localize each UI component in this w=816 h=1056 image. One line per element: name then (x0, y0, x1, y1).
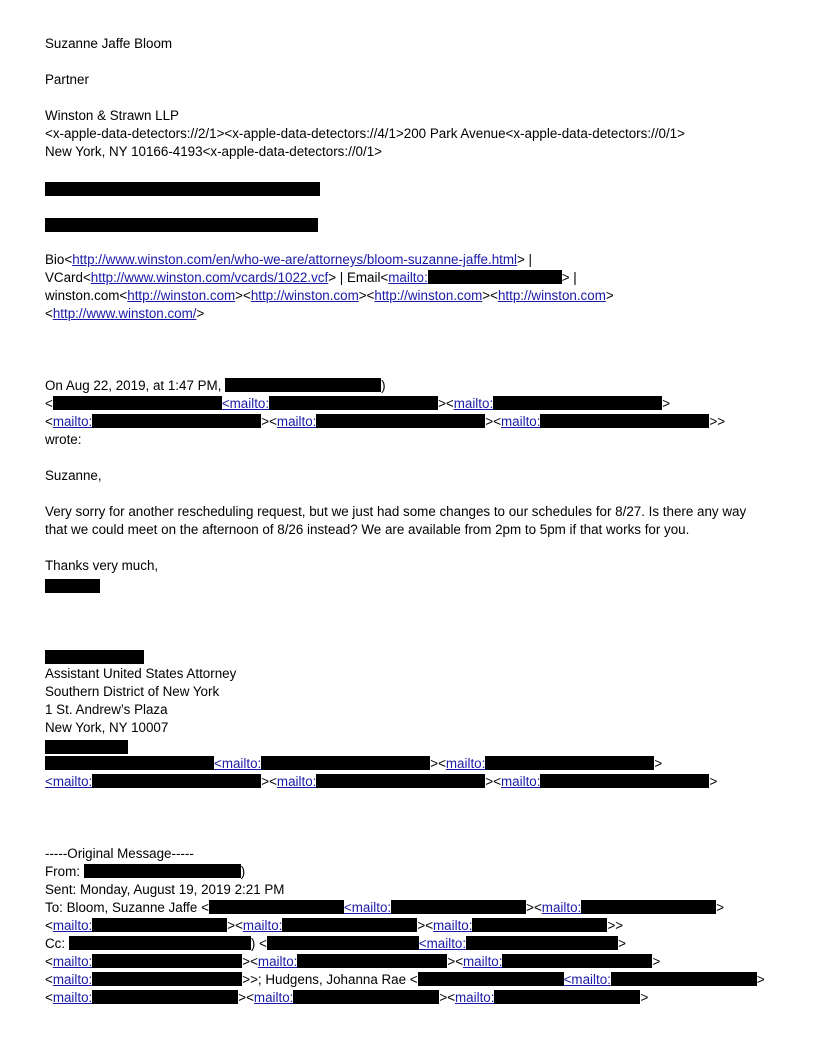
www-link[interactable]: http://www.winston.com/ (52, 306, 197, 321)
separator: ) < (250, 936, 267, 951)
site-link[interactable]: http://winston.com (374, 288, 483, 303)
redaction-bar (92, 774, 261, 788)
closing: Thanks very much, (45, 558, 159, 573)
redaction-bar (267, 936, 419, 950)
firm-address: <x-apple-data-detectors://2/1><x-apple-data-detectors://4/1>200 Park Avenue<x-apple-data-detectors://0/1> (45, 126, 685, 141)
firm-name: Winston & Strawn LLP (45, 108, 179, 123)
separator: > (196, 306, 205, 321)
email-after: > | (561, 270, 577, 285)
separator: >< (417, 918, 434, 933)
redaction-bar (391, 900, 526, 914)
mailto-link[interactable]: mailto: (463, 954, 503, 969)
sender-title: Partner (45, 72, 89, 87)
redaction-bar (225, 378, 381, 392)
separator: ) (240, 864, 246, 879)
mailto-link[interactable]: mailto: (52, 990, 93, 1005)
redaction-bar (493, 396, 662, 410)
separator: >< (438, 396, 454, 411)
redaction-bar (472, 918, 607, 932)
redaction-bar (92, 918, 227, 932)
separator: < (45, 774, 53, 789)
website-line (45, 287, 614, 305)
separator: >< (238, 990, 254, 1005)
site-link[interactable]: http://winston.com (250, 288, 359, 303)
separator: > (662, 396, 671, 411)
separator: < (45, 396, 53, 411)
site-link[interactable]: http://winston.com (497, 288, 606, 303)
redaction-bar (45, 756, 214, 770)
greeting: Suzanne, (45, 468, 102, 483)
reply-address-line (45, 395, 670, 413)
site-label: winston.com< (45, 288, 128, 303)
separator: >< (526, 900, 542, 915)
bio-after: > | (517, 252, 533, 267)
redaction-bar (69, 936, 251, 950)
redaction-bar (297, 954, 447, 968)
redaction-bar (261, 756, 430, 770)
mailto-link[interactable]: mailto: (501, 414, 541, 429)
redaction-bar (428, 270, 562, 284)
sender-contact-line (45, 773, 717, 791)
redaction-bar (293, 990, 439, 1004)
redaction-bar (494, 990, 640, 1004)
separator: >< (261, 774, 277, 789)
vcard-email-line (45, 269, 577, 287)
redaction-bar (92, 954, 242, 968)
mailto-link[interactable]: mailto: (501, 774, 541, 789)
sender-city: New York, NY 10007 (45, 720, 169, 735)
redaction-bar (316, 414, 485, 428)
redaction-bar (316, 774, 485, 788)
hudgens-recipient: >>; Hudgens, Johanna Rae < (242, 972, 418, 987)
separator: >> (607, 918, 624, 933)
separator: >< (358, 288, 375, 303)
mailto-link[interactable]: mailto: (52, 918, 93, 933)
redaction-bar (611, 972, 757, 986)
sender-street: 1 St. Andrew’s Plaza (45, 702, 168, 717)
cc-line (45, 935, 626, 953)
separator: > (652, 954, 661, 969)
bio-label: Bio< (45, 252, 73, 267)
redaction-bar (84, 864, 241, 878)
bio-vcard-line (45, 251, 532, 269)
separator: >< (485, 774, 502, 789)
redaction-bar (269, 396, 438, 410)
firm-city: New York, NY 10166-4193<x-apple-data-detectors://0/1> (45, 144, 382, 159)
mailto-link[interactable]: mailto: (455, 990, 495, 1005)
separator: >< (235, 288, 251, 303)
separator: >< (447, 954, 464, 969)
redaction-bar (45, 740, 128, 754)
redaction-bar (92, 990, 238, 1004)
wrote-label: wrote: (45, 432, 82, 447)
sender-name: Suzanne Jaffe Bloom (45, 36, 173, 51)
redaction-bar (92, 414, 261, 428)
separator: >< (227, 918, 243, 933)
from-label: From: (45, 864, 80, 879)
bio-link[interactable]: http://www.winston.com/en/who-we-are/attorneys/bloom-suzanne-jaffe.html (72, 252, 518, 267)
separator: < (45, 972, 53, 987)
redaction-bar (418, 972, 564, 986)
separator: >< (482, 288, 498, 303)
mailto-link[interactable]: <mailto: (214, 756, 262, 771)
separator: < (45, 954, 53, 969)
separator: >< (430, 756, 446, 771)
to-label: To: Bloom, Suzanne Jaffe < (45, 900, 209, 915)
cc-line-cont (45, 989, 648, 1007)
mailto-link[interactable]: <mailto: (418, 936, 467, 951)
sender-office: Southern District of New York (45, 684, 220, 699)
separator: < (45, 414, 53, 429)
mailto-link[interactable]: mailto: (433, 918, 473, 933)
mailto-link[interactable]: <mailto: (563, 972, 611, 987)
body-line: that we could meet on the afternoon of 8/26 instead? We are available from 2pm to 5pm if that works for you. (45, 522, 690, 537)
mailto-link[interactable]: mailto: (52, 954, 93, 969)
mailto-link[interactable]: mailto: (52, 972, 93, 987)
separator: >< (439, 990, 456, 1005)
separator: < (45, 306, 53, 321)
sent-line: Sent: Monday, August 19, 2019 2:21 PM (45, 882, 285, 897)
separator: > (605, 288, 614, 303)
redaction-bar (540, 774, 709, 788)
mailto-link[interactable]: mailto: (257, 954, 298, 969)
separator: < (45, 990, 53, 1005)
mailto-link[interactable]: <mailto: (343, 900, 392, 915)
separator: > (756, 972, 765, 987)
redaction-bar (45, 182, 320, 196)
redaction-bar (53, 396, 222, 410)
reply-address-line (45, 413, 725, 431)
cc-line-cont (45, 971, 765, 989)
separator: > (618, 936, 626, 951)
redaction-bar (540, 414, 709, 428)
mailto-link[interactable]: mailto: (52, 414, 93, 429)
separator: >> (709, 414, 726, 429)
redaction-bar (466, 936, 618, 950)
reply-header (45, 377, 386, 395)
mailto-link[interactable]: <mailto: (221, 396, 270, 411)
redaction-bar (581, 900, 716, 914)
email-mailto-link[interactable]: mailto: (388, 270, 428, 285)
separator: > (709, 774, 718, 789)
separator: >< (242, 954, 258, 969)
mailto-link[interactable]: mailto: (253, 990, 294, 1005)
separator: >< (261, 414, 277, 429)
original-message-header: -----Original Message----- (45, 846, 194, 861)
vcard-link[interactable]: http://www.winston.com/vcards/1022.vcf (90, 270, 329, 285)
mailto-link[interactable]: mailto: (453, 396, 494, 411)
mailto-link[interactable]: mailto: (276, 774, 317, 789)
mailto-link[interactable]: mailto: (541, 900, 582, 915)
cc-line-cont (45, 953, 660, 971)
vcard-label: VCard< (45, 270, 91, 285)
redaction-bar (485, 756, 654, 770)
separator: < (45, 918, 53, 933)
vcard-after: > | Email< (328, 270, 389, 285)
mailto-link[interactable]: mailto: (242, 918, 283, 933)
site-link[interactable]: http://winston.com (127, 288, 236, 303)
www-line (45, 305, 204, 323)
mailto-link[interactable]: mailto: (52, 774, 93, 789)
mailto-link[interactable]: mailto: (445, 756, 486, 771)
to-line-cont (45, 917, 623, 935)
separator: ) (381, 378, 386, 393)
sender-contact-line (45, 755, 662, 773)
redaction-bar (502, 954, 652, 968)
separator: > (654, 756, 663, 771)
reply-date: On Aug 22, 2019, at 1:47 PM, (45, 378, 222, 393)
cc-label: Cc: (45, 936, 66, 951)
redaction-bar (92, 972, 242, 986)
from-line (45, 863, 245, 881)
redaction-bar (209, 900, 344, 914)
sender-title: Assistant United States Attorney (45, 666, 237, 681)
separator: >< (485, 414, 502, 429)
redaction-bar (45, 650, 144, 664)
redaction-bar (282, 918, 417, 932)
mailto-link[interactable]: mailto: (276, 414, 317, 429)
body-line: Very sorry for another rescheduling request, but we just had some changes to our schedules for 8/27. Is there any way (45, 504, 747, 519)
separator: > (640, 990, 649, 1005)
to-line (45, 899, 724, 917)
redaction-bar (45, 218, 318, 232)
redaction-bar (45, 579, 100, 593)
separator: > (716, 900, 725, 915)
